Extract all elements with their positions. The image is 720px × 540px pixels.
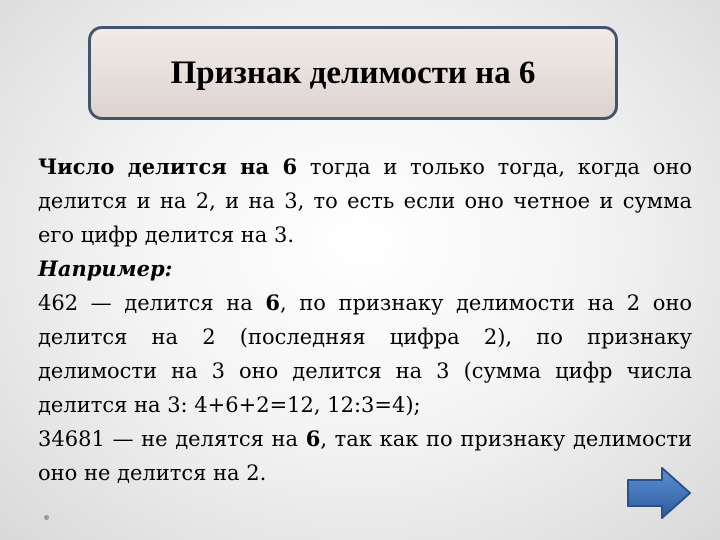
- slide-title: Признак делимости на 6: [170, 54, 536, 91]
- example-1-before: 462 — делится на: [38, 291, 266, 315]
- example-2-before: 34681 — не делятся на: [38, 427, 306, 451]
- slide-content: [38, 150, 692, 490]
- arrow-right-icon: [628, 468, 690, 518]
- example-label: Например:: [38, 256, 173, 281]
- definition-text: тогда и только тогда, когда оно делится и на 2, и на 3, то есть если оно четное и сумма его цифр делится на 3.: [38, 155, 692, 247]
- definition-bold: Число делится на 6: [38, 154, 298, 179]
- example-1-after: , по признаку делимости на 2 оно делится на 2 (последняя цифра 2), по признаку делимости на 3 оно делится на 3 (сумма цифр числа делится на 3: 4+6+2=12, 12:3=4);: [38, 291, 692, 417]
- example-2: [38, 422, 692, 490]
- definition-paragraph: [38, 150, 692, 252]
- example-1: [38, 286, 692, 422]
- example-2-bold: 6: [305, 426, 321, 451]
- bullet-dot: [44, 515, 49, 520]
- next-slide-button[interactable]: [626, 466, 692, 520]
- title-box: [88, 26, 618, 120]
- example-label-paragraph: [38, 252, 692, 286]
- example-1-bold: 6: [265, 290, 280, 315]
- example-2-after: , так как по признаку делимости оно не делится на 2.: [38, 427, 692, 485]
